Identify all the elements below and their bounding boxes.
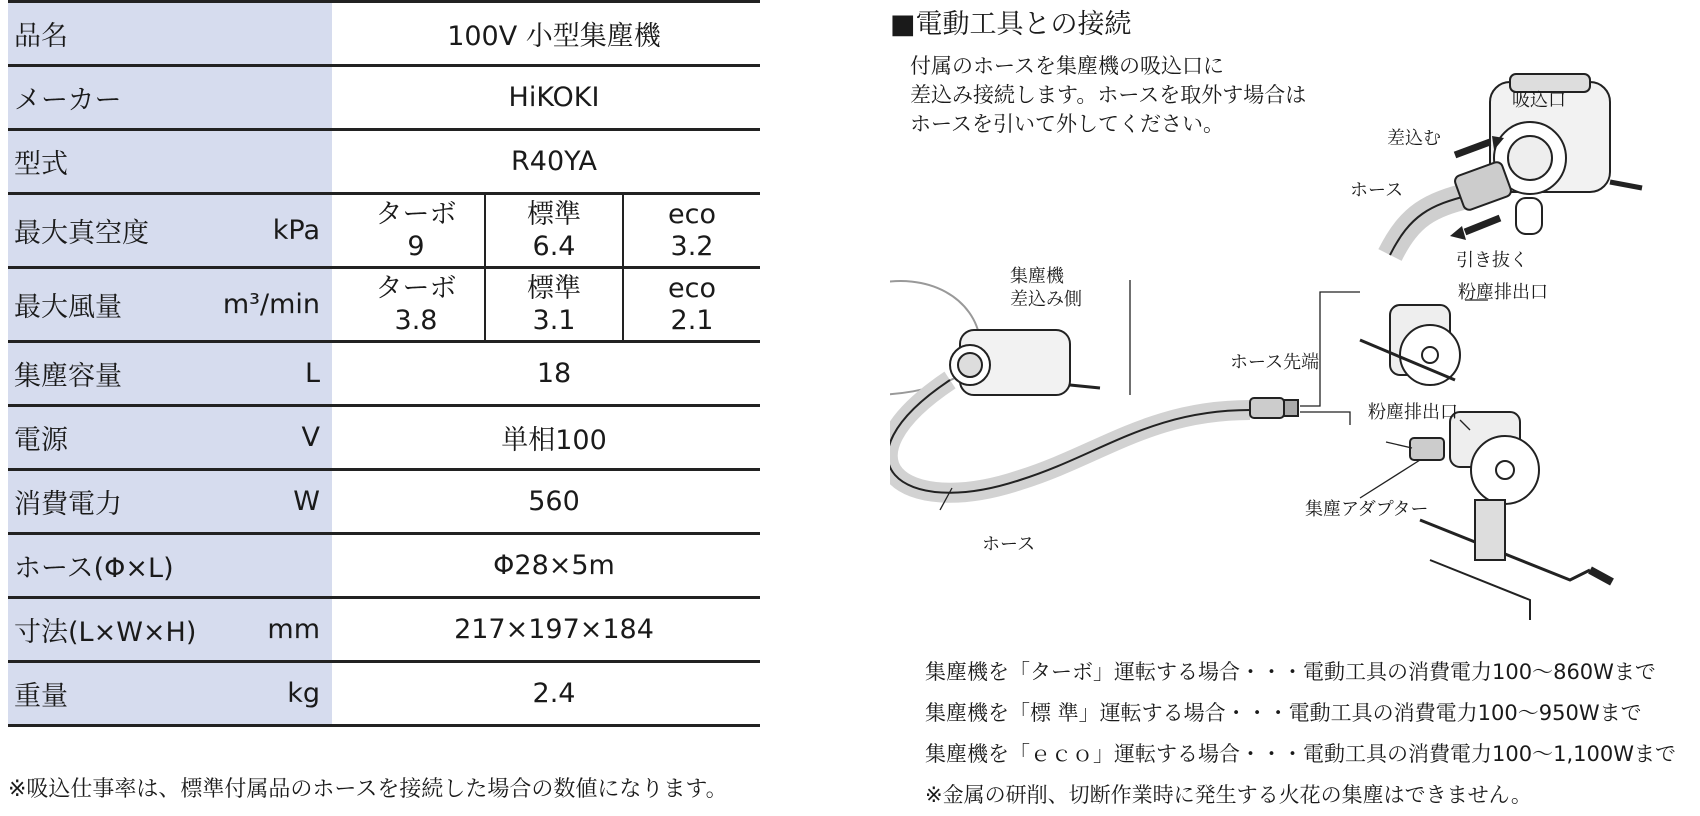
spec-row-name bbox=[8, 0, 760, 67]
row-label: 最大真空度 bbox=[14, 218, 149, 249]
spec-row-consumption bbox=[8, 471, 760, 535]
label-insert: 差込む bbox=[1387, 128, 1441, 149]
row-label: 集塵容量 bbox=[14, 361, 122, 392]
label-adapter: 集塵アダプター bbox=[1305, 499, 1429, 520]
pull-arrow-icon bbox=[1465, 218, 1500, 232]
row-label: メーカー bbox=[14, 85, 122, 116]
label-collector-side-2: 差込み側 bbox=[1010, 289, 1082, 310]
row-value: 2.4 bbox=[532, 678, 576, 709]
mode-cell-standard: 標準 3.1 bbox=[484, 269, 622, 340]
row-unit: W bbox=[293, 486, 320, 517]
mode-cell-eco: eco 2.1 bbox=[622, 269, 760, 340]
miter-saw-icon bbox=[1420, 412, 1612, 620]
spec-row-airflow bbox=[8, 269, 760, 343]
hose-insert-icon bbox=[1390, 161, 1513, 255]
row-label: 消費電力 bbox=[14, 489, 122, 520]
label-pull: 引き抜く bbox=[1456, 250, 1528, 271]
mode-cell-turbo: ターボ 9 bbox=[375, 198, 457, 262]
row-unit: V bbox=[301, 422, 320, 453]
note-eco: 集塵機を「ｅｃｏ」運転する場合・・・電動工具の消費電力100～1,100Wまで bbox=[925, 742, 1676, 766]
spec-row-hose bbox=[8, 535, 760, 599]
spec-row-vacuum bbox=[8, 195, 760, 269]
section-heading: ■電動工具との接続 bbox=[890, 9, 1132, 40]
connection-section bbox=[890, 0, 1690, 807]
row-unit: kPa bbox=[272, 215, 320, 246]
row-value: 100V 小型集塵機 bbox=[447, 21, 661, 52]
mode-cell-turbo: ターボ 3.8 bbox=[375, 272, 457, 336]
hose-icon bbox=[890, 380, 1298, 493]
row-label: 電源 bbox=[14, 425, 68, 456]
dust-adapter-icon bbox=[1360, 438, 1444, 498]
spec-row-model bbox=[8, 131, 760, 195]
spec-row-weight bbox=[8, 663, 760, 727]
row-value: HiKOKI bbox=[508, 82, 600, 113]
spec-table bbox=[8, 0, 760, 727]
label-hose-top: ホース bbox=[1350, 180, 1404, 201]
label-hose-bottom: ホース bbox=[982, 534, 1036, 555]
note-sparks: ※金属の研削、切断作業時に発生する火花の集塵はできません。 bbox=[925, 783, 1532, 807]
spec-row-power-source bbox=[8, 407, 760, 471]
label-dust-outlet-1: 粉塵排出口 bbox=[1458, 282, 1548, 303]
label-collector-side-1: 集塵機 bbox=[1010, 266, 1064, 287]
row-label: 寸法(L×W×H) bbox=[14, 617, 197, 648]
insert-arrow-icon bbox=[1455, 142, 1490, 155]
row-unit: kg bbox=[287, 678, 320, 709]
mode-cell-standard: 標準 6.4 bbox=[484, 195, 622, 266]
spec-row-maker bbox=[8, 67, 760, 131]
label-intake: 吸込口 bbox=[1512, 90, 1566, 111]
row-value: 18 bbox=[536, 358, 572, 389]
intro-text: 付属のホースを集塵機の吸込口に 差込み接続します。ホースを取外す場合は ホースを引いて外してください。 bbox=[910, 54, 1307, 136]
row-value: Φ28×5m bbox=[493, 550, 615, 581]
label-dust-outlet-2: 粉塵排出口 bbox=[1368, 402, 1458, 423]
row-unit: L bbox=[304, 358, 320, 389]
usage-notes bbox=[925, 652, 1676, 816]
row-label: ホース(Φ×L) bbox=[14, 553, 174, 584]
row-unit: m³/min bbox=[222, 289, 320, 320]
mode-cell-eco: eco 3.2 bbox=[622, 195, 760, 266]
footnote: ※吸込仕事率は、標準付属品のホースを接続した場合の数値になります。 bbox=[8, 777, 728, 802]
note-turbo: 集塵機を「ターボ」運転する場合・・・電動工具の消費電力100～860Wまで bbox=[925, 660, 1656, 684]
row-value: R40YA bbox=[511, 146, 597, 177]
spec-row-dimensions bbox=[8, 599, 760, 663]
row-label: 重量 bbox=[14, 681, 68, 712]
label-hose-tip: ホース先端 bbox=[1230, 352, 1320, 373]
row-label: 最大風量 bbox=[14, 292, 122, 323]
spec-row-capacity bbox=[8, 343, 760, 407]
circular-saw-icon bbox=[1360, 305, 1460, 385]
note-standard: 集塵機を「標 準」運転する場合・・・電動工具の消費電力100～950Wまで bbox=[925, 701, 1642, 725]
row-value: 217×197×184 bbox=[454, 614, 654, 645]
row-label: 型式 bbox=[14, 149, 68, 180]
row-value: 単相100 bbox=[501, 425, 607, 456]
row-label: 品名 bbox=[14, 21, 68, 52]
row-unit: mm bbox=[267, 614, 320, 645]
row-value: 560 bbox=[528, 486, 580, 517]
